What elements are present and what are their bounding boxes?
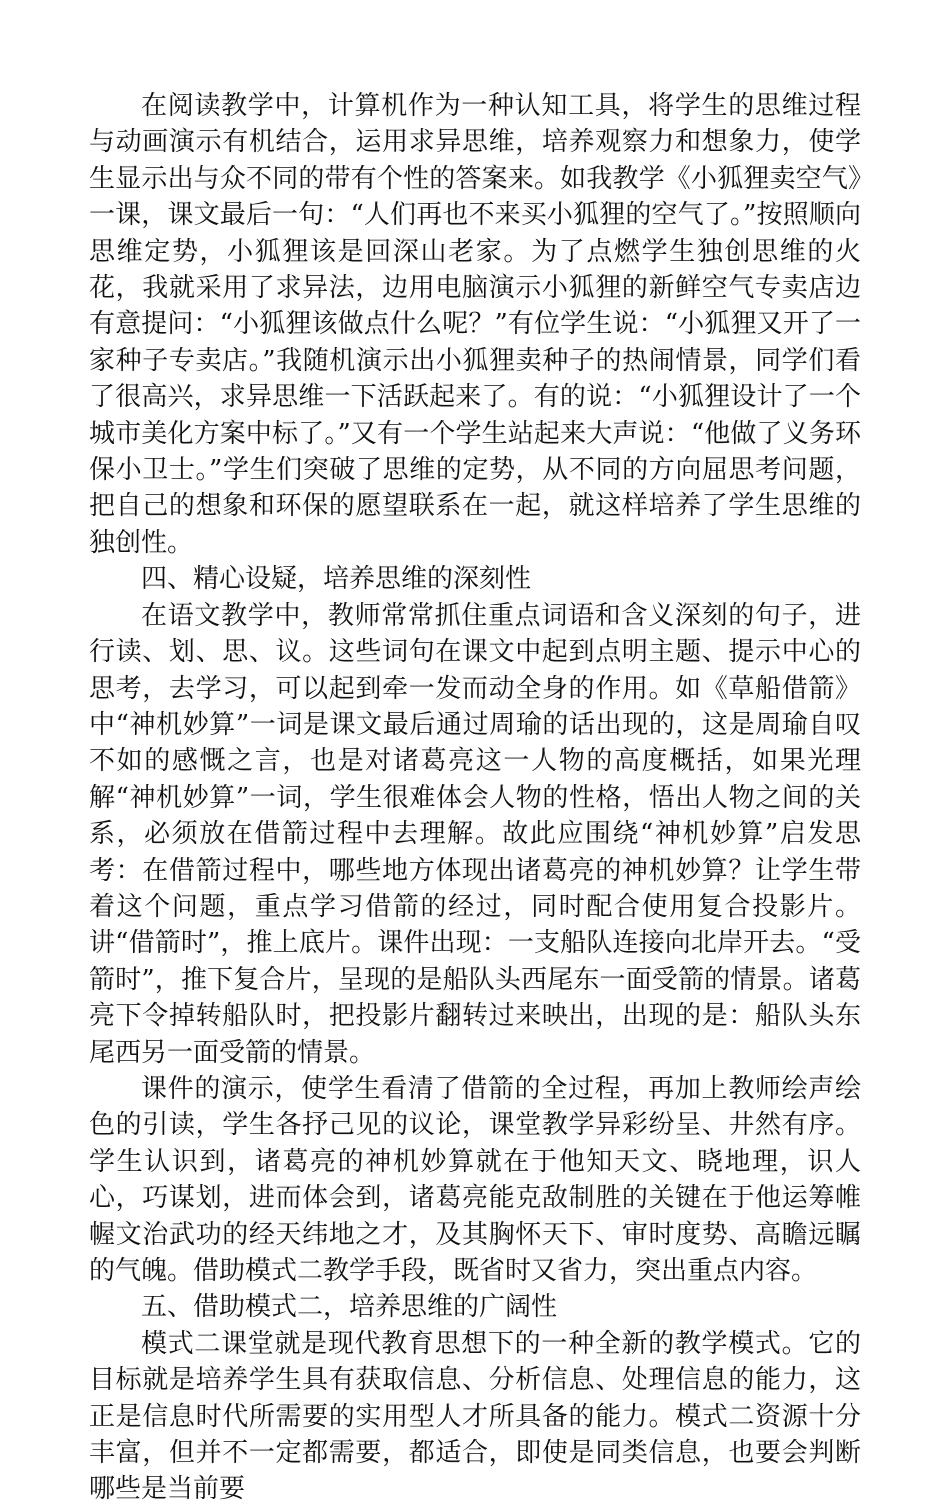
section-heading-4: 四、精心设疑，培养思维的深刻性 xyxy=(141,564,532,595)
paragraph-mode-two: 模式二课堂就是现代教育思想下的一种全新的教学模式。它的目标就是培养学生具有获取信息、分析信息、处理信息的能力，这正是信息时代所需要的实用型人才所具备的能力。模式二资源十分丰富，但并不一定都需要，都适合，即使是同类信息，也要会判断哪些是当前要 xyxy=(89,1328,861,1505)
paragraph-reading-teaching: 在阅读教学中，计算机作为一种认知工具，将学生的思维过程与动画演示有机结合，运用求异思维，培养观察力和想象力，使学生显示出与众不同的带有个性的答案来。如我教学《小狐狸卖空气》一课，课文最后一句：“人们再也不来买小狐狸的空气了。”按照顺向思维定势，小狐狸该是回深山老家。为了点燃学生独创思维的火花，我就采用了求异法，边用电脑演示小狐狸的新鲜空气专卖店边有意提问：“小狐狸该做点什么呢？”有位学生说：“小狐狸又开了一家种子专卖店。”我随机演示出小狐狸卖种子的热闹情景，同学们看了很高兴，求异思维一下活跃起来了。有的说：“小狐狸设计了一个城市美化方案中标了。”又有一个学生站起来大声说：“他做了义务环保小卫士。”学生们突破了思维的定势，从不同的方向屈思考问题，把自己的想象和环保的愿望联系在一起，就这样培养了学生思维的独创性。 xyxy=(89,91,861,558)
paragraph-courseware-demo: 课件的演示，使学生看清了借箭的全过程，再加上教师绘声绘色的引读，学生各抒己见的议论，课堂教学异彩纷呈、井然有序。学生认识到，诸葛亮的神机妙算就在于他知天文、晓地理，识人心，巧谋划，进而体会到，诸葛亮能克敌制胜的关键在于他运筹帷幄文治武功的经天纬地之才，及其胸怀天下、审时度势、高瞻远瞩的气魄。借助模式二教学手段，既省时又省力，突出重点内容。 xyxy=(89,1073,861,1286)
document-page xyxy=(89,88,861,1508)
section-heading-5: 五、借助模式二，培养思维的广阔性 xyxy=(141,1292,558,1323)
paragraph-key-words: 在语文教学中，教师常常抓住重点词语和含义深刻的句子，进行读、划、思、议。这些词句在课文中起到点明主题、提示中心的思考，去学习，可以起到牵一发而动全身的作用。如《草船借箭》中“神机妙算”一词是课文最后通过周瑜的话出现的，这是周瑜自叹不如的感慨之言，也是对诸葛亮这一人物的高度概括，如果光理解“神机妙算”一词，学生很难体会人物的性格，悟出人物之间的关系，必须放在借箭过程中去理解。故此应围绕“神机妙算”启发思考：在借箭过程中，哪些地方体现出诸葛亮的神机妙算？让学生带着这个问题，重点学习借箭的经过，同时配合使用复合投影片。讲“借箭时”，推上底片。课件出现：一支船队连接向北岸开去。“受箭时”，推下复合片，呈现的是船队头西尾东一面受箭的情景。诸葛亮下令掉转船队时，把投影片翻转过来映出，出现的是：船队头东尾西另一面受箭的情景。 xyxy=(89,600,861,1068)
